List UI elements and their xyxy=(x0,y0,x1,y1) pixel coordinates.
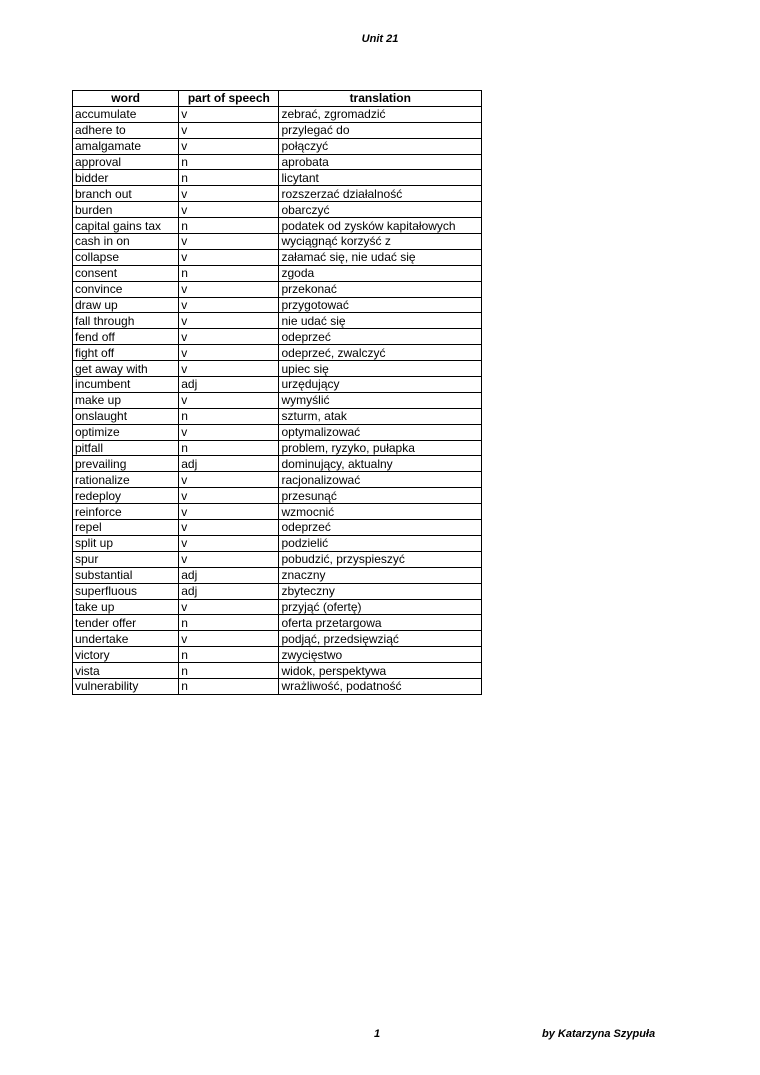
part-of-speech-cell: n xyxy=(179,647,279,663)
table-row xyxy=(73,472,482,488)
part-of-speech-cell: v xyxy=(179,392,279,408)
word-cell: capital gains tax xyxy=(73,218,179,234)
word-cell: redeploy xyxy=(73,488,179,504)
table-row xyxy=(73,138,482,154)
table-row xyxy=(73,281,482,297)
table-row xyxy=(73,361,482,377)
translation-cell: zebrać, zgromadzić xyxy=(279,106,482,122)
table-row xyxy=(73,583,482,599)
table-row xyxy=(73,631,482,647)
word-cell: draw up xyxy=(73,297,179,313)
word-cell: amalgamate xyxy=(73,138,179,154)
table-row xyxy=(73,234,482,250)
translation-cell: licytant xyxy=(279,170,482,186)
word-cell: superfluous xyxy=(73,583,179,599)
word-cell: fall through xyxy=(73,313,179,329)
table-row xyxy=(73,297,482,313)
word-cell: onslaught xyxy=(73,408,179,424)
word-cell: collapse xyxy=(73,249,179,265)
word-cell: prevailing xyxy=(73,456,179,472)
word-cell: convince xyxy=(73,281,179,297)
translation-cell: szturm, atak xyxy=(279,408,482,424)
word-cell: fend off xyxy=(73,329,179,345)
translation-cell: zgoda xyxy=(279,265,482,281)
table-row xyxy=(73,678,482,694)
part-of-speech-cell: v xyxy=(179,551,279,567)
word-cell: bidder xyxy=(73,170,179,186)
part-of-speech-cell: adj xyxy=(179,567,279,583)
translation-cell: rozszerzać działalność xyxy=(279,186,482,202)
word-cell: optimize xyxy=(73,424,179,440)
translation-cell: przygotować xyxy=(279,297,482,313)
table-row xyxy=(73,488,482,504)
part-of-speech-cell: n xyxy=(179,154,279,170)
word-cell: spur xyxy=(73,551,179,567)
translation-cell: przekonać xyxy=(279,281,482,297)
translation-cell: aprobata xyxy=(279,154,482,170)
translation-cell: wrażliwość, podatność xyxy=(279,678,482,694)
translation-cell: pobudzić, przyspieszyć xyxy=(279,551,482,567)
translation-cell: zbyteczny xyxy=(279,583,482,599)
vocabulary-table xyxy=(72,90,482,695)
table-row xyxy=(73,186,482,202)
word-cell: make up xyxy=(73,392,179,408)
translation-cell: odeprzeć, zwalczyć xyxy=(279,345,482,361)
word-cell: pitfall xyxy=(73,440,179,456)
word-cell: accumulate xyxy=(73,106,179,122)
table-row xyxy=(73,424,482,440)
word-cell: consent xyxy=(73,265,179,281)
table-row xyxy=(73,202,482,218)
part-of-speech-cell: v xyxy=(179,520,279,536)
translation-cell: racjonalizować xyxy=(279,472,482,488)
word-cell: repel xyxy=(73,520,179,536)
table-row xyxy=(73,154,482,170)
table-row xyxy=(73,377,482,393)
part-of-speech-cell: adj xyxy=(179,377,279,393)
word-cell: victory xyxy=(73,647,179,663)
word-cell: split up xyxy=(73,535,179,551)
translation-cell: upiec się xyxy=(279,361,482,377)
part-of-speech-cell: v xyxy=(179,249,279,265)
part-of-speech-cell: n xyxy=(179,440,279,456)
word-cell: undertake xyxy=(73,631,179,647)
translation-cell: wyciągnąć korzyść z xyxy=(279,234,482,250)
part-of-speech-cell: v xyxy=(179,631,279,647)
word-cell: burden xyxy=(73,202,179,218)
word-cell: branch out xyxy=(73,186,179,202)
part-of-speech-cell: v xyxy=(179,488,279,504)
translation-cell: obarczyć xyxy=(279,202,482,218)
translation-cell: załamać się, nie udać się xyxy=(279,249,482,265)
word-cell: cash in on xyxy=(73,234,179,250)
translation-cell: podzielić xyxy=(279,535,482,551)
table-row xyxy=(73,313,482,329)
part-of-speech-cell: v xyxy=(179,297,279,313)
word-cell: reinforce xyxy=(73,504,179,520)
part-of-speech-cell: n xyxy=(179,170,279,186)
table-row xyxy=(73,615,482,631)
table-row xyxy=(73,106,482,122)
part-of-speech-cell: n xyxy=(179,615,279,631)
part-of-speech-cell: v xyxy=(179,345,279,361)
column-header-translation: translation xyxy=(279,91,482,107)
table-row xyxy=(73,456,482,472)
part-of-speech-cell: v xyxy=(179,424,279,440)
page-number: 1 xyxy=(374,1028,381,1040)
translation-cell: zwycięstwo xyxy=(279,647,482,663)
part-of-speech-cell: n xyxy=(179,265,279,281)
translation-cell: wymyślić xyxy=(279,392,482,408)
part-of-speech-cell: v xyxy=(179,535,279,551)
table-row xyxy=(73,218,482,234)
table-body xyxy=(73,106,482,694)
part-of-speech-cell: v xyxy=(179,504,279,520)
part-of-speech-cell: v xyxy=(179,329,279,345)
table-row xyxy=(73,520,482,536)
translation-cell: przesunąć xyxy=(279,488,482,504)
part-of-speech-cell: v xyxy=(179,361,279,377)
translation-cell: odeprzeć xyxy=(279,520,482,536)
translation-cell: oferta przetargowa xyxy=(279,615,482,631)
table-row xyxy=(73,265,482,281)
part-of-speech-cell: n xyxy=(179,663,279,679)
column-header-part-of-speech: part of speech xyxy=(179,91,279,107)
word-cell: approval xyxy=(73,154,179,170)
table-row xyxy=(73,647,482,663)
part-of-speech-cell: v xyxy=(179,106,279,122)
translation-cell: dominujący, aktualny xyxy=(279,456,482,472)
translation-cell: widok, perspektywa xyxy=(279,663,482,679)
translation-cell: podatek od zysków kapitałowych xyxy=(279,218,482,234)
translation-cell: optymalizować xyxy=(279,424,482,440)
part-of-speech-cell: adj xyxy=(179,583,279,599)
table-row xyxy=(73,663,482,679)
translation-cell: nie udać się xyxy=(279,313,482,329)
part-of-speech-cell: v xyxy=(179,202,279,218)
part-of-speech-cell: v xyxy=(179,122,279,138)
translation-cell: przylegać do xyxy=(279,122,482,138)
column-header-word: word xyxy=(73,91,179,107)
table-row xyxy=(73,535,482,551)
word-cell: tender offer xyxy=(73,615,179,631)
table-row xyxy=(73,122,482,138)
word-cell: vulnerability xyxy=(73,678,179,694)
word-cell: vista xyxy=(73,663,179,679)
translation-cell: urzędujący xyxy=(279,377,482,393)
part-of-speech-cell: v xyxy=(179,599,279,615)
word-cell: take up xyxy=(73,599,179,615)
word-cell: adhere to xyxy=(73,122,179,138)
table-row xyxy=(73,567,482,583)
author-credit: by Katarzyna Szypuła xyxy=(542,1028,656,1040)
word-cell: rationalize xyxy=(73,472,179,488)
table-row xyxy=(73,440,482,456)
translation-cell: połączyć xyxy=(279,138,482,154)
table-row xyxy=(73,408,482,424)
part-of-speech-cell: n xyxy=(179,218,279,234)
table-header-row xyxy=(73,91,482,107)
part-of-speech-cell: v xyxy=(179,472,279,488)
translation-cell: przyjąć (ofertę) xyxy=(279,599,482,615)
word-cell: substantial xyxy=(73,567,179,583)
table-row xyxy=(73,249,482,265)
table-row xyxy=(73,392,482,408)
translation-cell: znaczny xyxy=(279,567,482,583)
part-of-speech-cell: adj xyxy=(179,456,279,472)
word-cell: incumbent xyxy=(73,377,179,393)
translation-cell: odeprzeć xyxy=(279,329,482,345)
part-of-speech-cell: v xyxy=(179,313,279,329)
part-of-speech-cell: v xyxy=(179,281,279,297)
table-row xyxy=(73,504,482,520)
table-row xyxy=(73,329,482,345)
translation-cell: problem, ryzyko, pułapka xyxy=(279,440,482,456)
word-cell: fight off xyxy=(73,345,179,361)
table-row xyxy=(73,551,482,567)
part-of-speech-cell: v xyxy=(179,138,279,154)
part-of-speech-cell: v xyxy=(179,186,279,202)
table-row xyxy=(73,345,482,361)
part-of-speech-cell: n xyxy=(179,408,279,424)
table-row xyxy=(73,599,482,615)
page-title: Unit 21 xyxy=(361,33,399,45)
part-of-speech-cell: n xyxy=(179,678,279,694)
table-row xyxy=(73,170,482,186)
translation-cell: podjąć, przedsięwziąć xyxy=(279,631,482,647)
part-of-speech-cell: v xyxy=(179,234,279,250)
word-cell: get away with xyxy=(73,361,179,377)
translation-cell: wzmocnić xyxy=(279,504,482,520)
